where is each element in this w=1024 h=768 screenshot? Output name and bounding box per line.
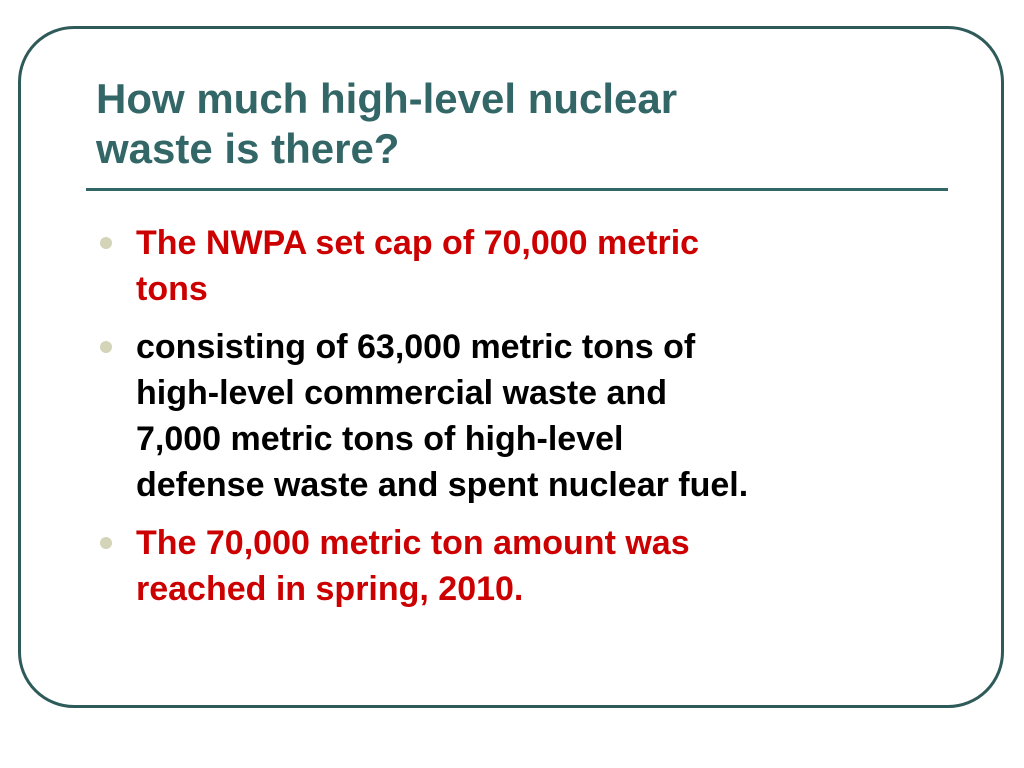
bullet-line: reached in spring, 2010. [136, 570, 524, 608]
bullet-item-waste-breakdown [96, 324, 956, 508]
bullet-line: consisting of 63,000 metric tons of [136, 328, 696, 366]
bullet-item-nwpa-cap [96, 220, 956, 312]
bullet-line: defense waste and spent nuclear fuel. [136, 466, 749, 504]
bullet-line: The 70,000 metric ton amount was [136, 524, 690, 562]
title-line-2: waste is there? [96, 125, 400, 172]
bullet-dot-icon [100, 537, 112, 549]
bullet-line: 7,000 metric tons of high-level [136, 420, 624, 458]
title-divider [86, 188, 948, 191]
bullet-line: The NWPA set cap of 70,000 metric [136, 224, 700, 262]
bullet-list [96, 220, 956, 624]
bullet-line: tons [136, 270, 208, 308]
bullet-item-amount-reached [96, 520, 956, 612]
title-line-1: How much high-level nuclear [96, 75, 678, 122]
bullet-line: high-level commercial waste and [136, 374, 667, 412]
bullet-dot-icon [100, 341, 112, 353]
bullet-dot-icon [100, 237, 112, 249]
slide-title [96, 74, 956, 174]
